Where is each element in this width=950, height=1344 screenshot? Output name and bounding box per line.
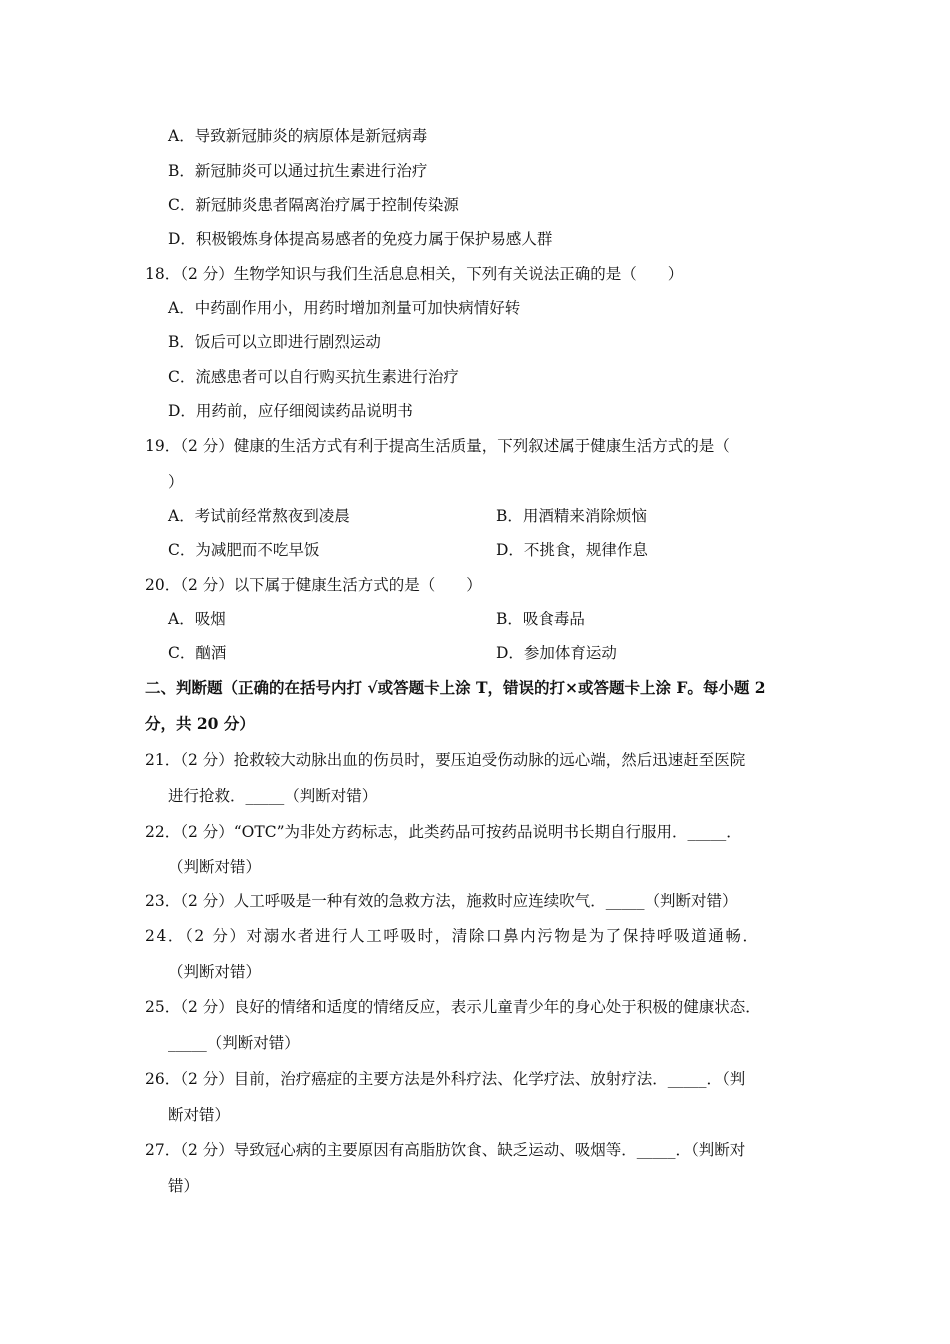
q17-option-b: B．新冠肺炎可以通过抗生素进行治疗: [168, 162, 428, 180]
q17-option-c: C．新冠肺炎患者隔离治疗属于控制传染源: [168, 196, 459, 214]
q25-line2: _____（判断对错）: [168, 1034, 300, 1052]
q20-stem: 20．（2 分）以下属于健康生活方式的是（ ）: [145, 576, 482, 594]
q22-line1: 22．（2 分）“OTC”为非处方药标志，此类药品可按药品说明书长期自行服用．_____．: [145, 823, 742, 841]
section-heading: 二、判断题（正确的在括号内打 √或答题卡上涂 T，错误的打×或答题卡上涂 F。每小题 2: [145, 678, 766, 697]
q24-line1: 24．（2 分）对溺水者进行人工呼吸时，清除口鼻内污物是为了保持呼吸道通畅．: [145, 927, 760, 945]
q26-line2: 断对错）: [168, 1106, 231, 1124]
q17-option-a: A．导致新冠肺炎的病原体是新冠病毒: [168, 127, 428, 145]
q18-option-a: A．中药副作用小，用药时增加剂量可加快病情好转: [168, 299, 521, 317]
q24-line2: （判断对错）: [168, 963, 262, 981]
q19-option-a: A．考试前经常熬夜到凌晨: [168, 507, 350, 525]
q19-option-b: B．用酒精来消除烦恼: [496, 507, 647, 525]
q27-line2: 错）: [168, 1177, 200, 1195]
q18-option-b: B．饭后可以立即进行剧烈运动: [168, 333, 381, 351]
q19-stem-continued: ）: [168, 473, 184, 491]
q20-option-a: A．吸烟: [168, 610, 226, 628]
section-heading-continued: 分，共 20 分）: [145, 714, 255, 733]
q27-line1: 27．（2 分）导致冠心病的主要原因有高脂肪饮食、缺乏运动、吸烟等．_____．（判断对: [145, 1141, 746, 1159]
q18-option-d: D．用药前，应仔细阅读药品说明书: [168, 402, 413, 420]
q20-option-b: B．吸食毒品: [496, 610, 585, 628]
q22-line2: （判断对错）: [168, 858, 262, 876]
q21-line2: 进行抢救．_____（判断对错）: [168, 787, 378, 805]
q19-option-c: C．为减肥而不吃早饭: [168, 541, 320, 559]
q17-option-d: D．积极锻炼身体提高易感者的免疫力属于保护易感人群: [168, 230, 553, 248]
q26-line1: 26．（2 分）目前，治疗癌症的主要方法是外科疗法、化学疗法、放射疗法．_____．（判: [145, 1070, 746, 1088]
q19-stem: 19．（2 分）健康的生活方式有利于提高生活质量，下列叙述属于健康生活方式的是（: [145, 437, 730, 455]
q19-option-d: D．不挑食，规律作息: [496, 541, 648, 559]
q18-option-c: C．流感患者可以自行购买抗生素进行治疗: [168, 368, 459, 386]
q18-stem: 18．（2 分）生物学知识与我们生活息息相关，下列有关说法正确的是（ ）: [145, 265, 684, 283]
q20-option-d: D．参加体育运动: [496, 644, 617, 662]
q25-line1: 25．（2 分）良好的情绪和适度的情绪反应，表示儿童青少年的身心处于积极的健康状态．: [145, 998, 761, 1016]
q21-line1: 21．（2 分）抢救较大动脉出血的伤员时，要压迫受伤动脉的远心端，然后迅速赶至医院: [145, 751, 746, 769]
q20-option-c: C．酗酒: [168, 644, 227, 662]
q23-line1: 23．（2 分）人工呼吸是一种有效的急救方法，施救时应连续吹气．_____（判断对错）: [145, 892, 738, 910]
